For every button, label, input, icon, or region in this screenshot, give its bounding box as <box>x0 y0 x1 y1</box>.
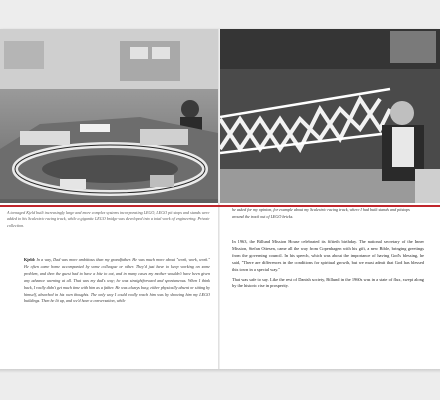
quote-continuation: he asked for my opinion, for example about my Scalextric racing track, where I had built stands and pitstops around the track out of LEGO bricks. <box>232 207 410 219</box>
racing-track-photo <box>0 29 218 203</box>
paragraph: In 1963, the Billund Mission House celebrated its fiftieth birthday. The national secretary of the Inner Mission, Stefan Ottesen, came all the way from Copenhagen with his gift, a new Bible, bringing greetings from the governing council. In his speech, which was about the importance of having God's blessing, he said, "There are differences in the conditions for spiritual growth, but we must admit that God has blessed this town in a special way." <box>232 239 424 272</box>
racing-track-illustration <box>0 29 218 203</box>
speaker-name: Kjeld: <box>24 257 36 262</box>
quote-text: In a way, Dad was more ambitious than my grandfather. He was much more about "work, work, work." He often came home accompanied by some colleague or other. They'd just have to keep working on some problem, and then the guest had to have a bite to eat, and in many cases my mother wouldn't have been given any advance warning at all. That was my dad's way; he was straightforward and spontaneous. When I think back, I really didn't get much time with him as a father. He was always busy, either physically absent or sitting by himself, absorbed in his own thoughts. The only way I could really reach him was by showing him my LEGO buildings. Then he lit up, and we'd have a conversation, while <box>24 257 210 304</box>
photo-caption: A teenaged Kjeld built increasingly large and more complex systems incorporating LEGO, LEGO pit stops and stands were added to his Scalextric racing track, while a gigantic LEGO bridge was developed into a total work of engineering. Private collection. <box>7 210 210 228</box>
lego-bridge-photo <box>220 29 440 203</box>
lego-bridge-illustration <box>220 29 440 203</box>
page-shadow <box>0 369 440 373</box>
body-text <box>232 239 424 293</box>
paragraph: That was safe to say. Like the rest of Danish society, Billund in the 1960s was in a state of flux, swept along by the historic rise in prosperity. <box>232 276 424 289</box>
spine-gutter <box>218 29 220 369</box>
book-spread <box>0 29 440 369</box>
kjeld-quote <box>24 257 210 305</box>
